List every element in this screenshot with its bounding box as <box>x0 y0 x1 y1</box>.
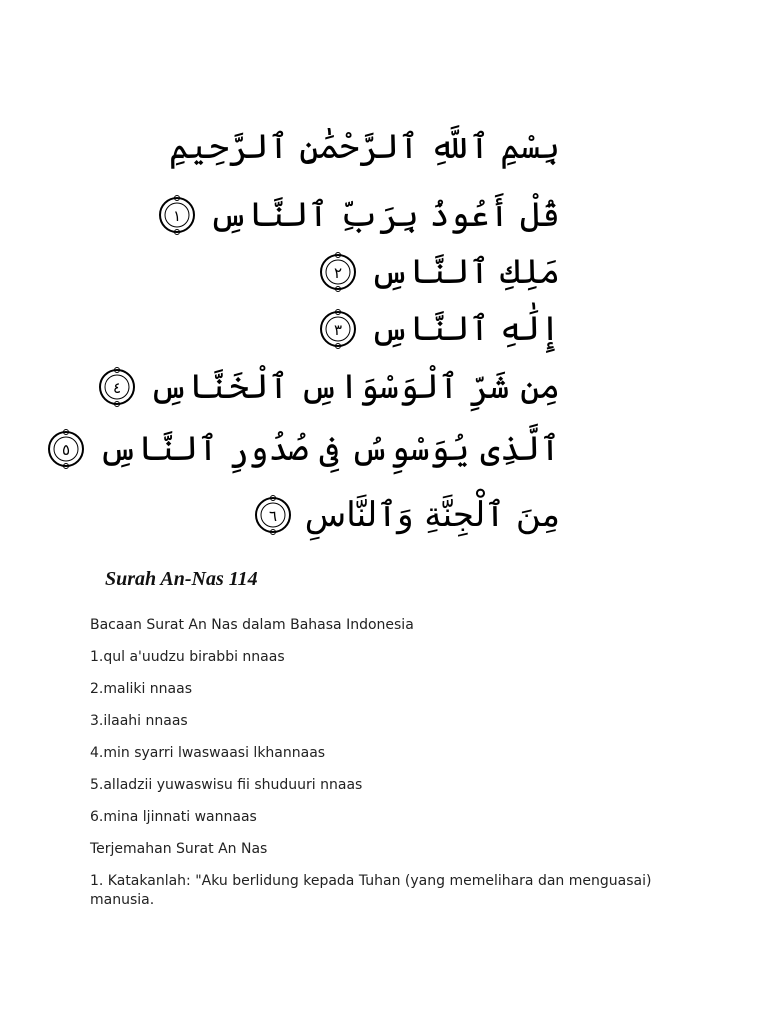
ayah-end-marker-icon <box>157 195 197 235</box>
ayah-number-1: ١ <box>172 207 181 225</box>
quran-image <box>62 115 560 545</box>
transliteration-line-1: 1.qul a'uudzu birabbi nnaas <box>90 649 285 665</box>
transliteration-line-5: 5.alladzii yuwaswisu fii shuduuri nnaas <box>90 777 363 793</box>
basmala: بِسْمِ ٱللَّهِ ٱلرَّحْمَٰنِ ٱلرَّحِيمِ <box>168 127 560 167</box>
ayah-number-3: ٣ <box>333 321 342 339</box>
ayah-line-5 <box>46 427 560 471</box>
ayah-number-4: ٤ <box>113 379 122 397</box>
ayah-line-1 <box>157 193 560 237</box>
ayah-5: ٱلَّذِى يُوَسْوِسُ فِى صُدُورِ ٱلنَّاسِ <box>98 429 560 469</box>
ayah-end-marker-icon <box>46 429 86 469</box>
surah-caption: Surah An-Nas 114 <box>105 568 258 590</box>
ayah-line-4 <box>97 365 560 409</box>
ayah-number-2: ٢ <box>333 264 342 282</box>
ayah-number-6: ٦ <box>268 507 277 525</box>
ayah-end-marker-icon <box>253 495 293 535</box>
transliteration-line-4: 4.min syarri lwaswaasi lkhannaas <box>90 745 326 761</box>
ayah-end-marker-icon <box>318 309 358 349</box>
ayah-6: مِنَ ٱلْجِنَّةِ وَٱلنَّاسِ <box>304 495 560 535</box>
ayah-line-6 <box>253 493 560 537</box>
transliteration-line-3: 3.ilaahi nnaas <box>90 713 188 729</box>
ayah-line-3 <box>318 307 560 351</box>
ayah-1: قُلْ أَعُوذُ بِرَبِّ ٱلنَّاسِ <box>208 195 560 235</box>
ayah-end-marker-icon <box>97 367 137 407</box>
transliteration-line-6: 6.mina ljinnati wannaas <box>90 809 257 825</box>
translation-line-1: 1. Katakanlah: "Aku berlidung kepada Tuhan (yang memelihara dan menguasai) manusia. <box>90 873 652 908</box>
ayah-3: إِلَٰهِ ٱلنَّاسِ <box>369 309 560 349</box>
ayah-2: مَلِكِ ٱلنَّاسِ <box>369 252 560 292</box>
ayah-number-5: ٥ <box>62 441 71 459</box>
indonesian-heading: Bacaan Surat An Nas dalam Bahasa Indonesia <box>90 617 414 633</box>
ayah-4: مِن شَرِّ ٱلْوَسْوَاسِ ٱلْخَنَّاسِ <box>149 367 560 407</box>
transliteration-line-2: 2.maliki nnaas <box>90 681 192 697</box>
ayah-line-2 <box>318 250 560 294</box>
ayah-end-marker-icon <box>318 252 358 292</box>
basmala-line <box>169 125 560 169</box>
translation-heading: Terjemahan Surat An Nas <box>90 841 268 857</box>
